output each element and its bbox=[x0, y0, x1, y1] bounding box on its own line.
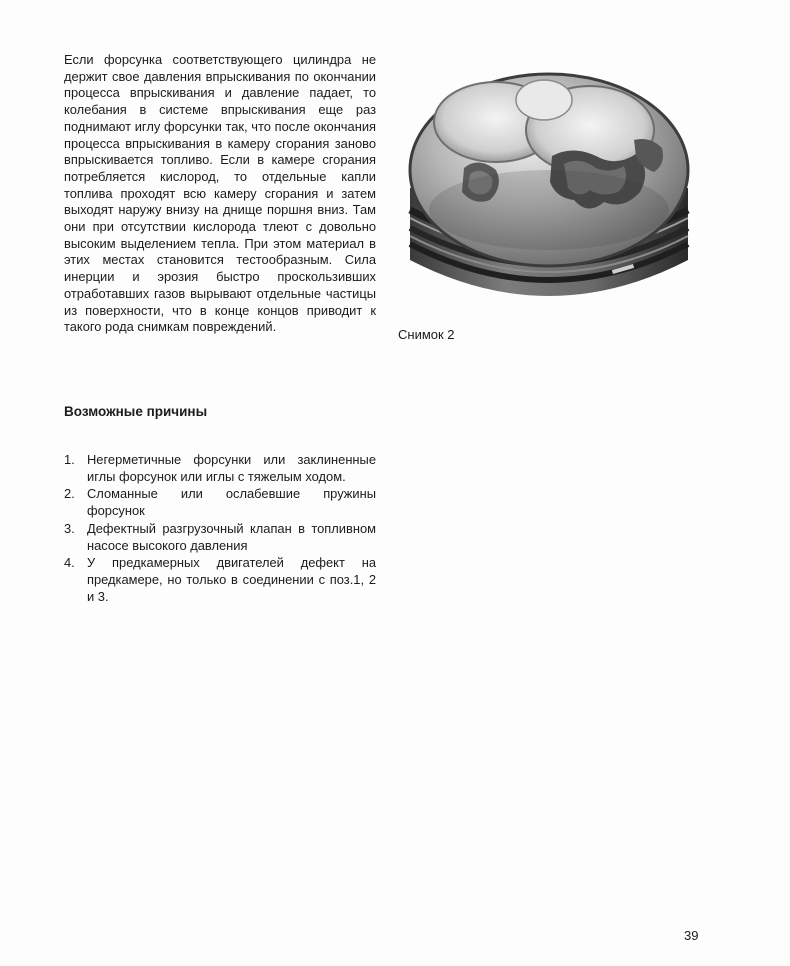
list-item bbox=[64, 521, 376, 554]
list-item-text: Негерметичные форсунки или заклиненные иглы форсунок или иглы с тяжелым ходом. bbox=[87, 452, 376, 484]
body-paragraph: Если форсунка соответствующего цилиндра не держит свое давления впрыскивания по окончании процесса впрыскивания и давление падает, то колебания в системе впрыскивания еще раз поднимают иглу форсунки так, что после окончания процесса впрыскивания в камеру сгорания заново впрыскивается топливо. Если в камере сгорания потребляется кислород, то отдельные капли топлива проходят всю камеру сгорания и затем выходят наружу внизу на днище поршня вниз. Там они при отсутствии кислорода тлеют с довольно высоким выделением тепла. При этом материал в этих местах становится тестообразным. Сила инерции и эрозия быстро проскользивших отработавших газов вырывают отдельные частицы из поверхности, что в конце концов приводит к такого рода снимкам повреждений. bbox=[64, 52, 376, 335]
list-item bbox=[64, 486, 376, 519]
list-item-number: 2. bbox=[64, 486, 75, 502]
list-item-text: Дефектный разгрузочный клапан в топливном насосе высокого давления bbox=[87, 520, 376, 553]
list-item-number: 4. bbox=[64, 555, 75, 571]
list-item bbox=[64, 452, 376, 485]
list-item-text: У предкамерных двигателей дефект на предкамере, но только в соединении с поз.1, 2 и 3. bbox=[87, 555, 376, 604]
list-item-text: Сломанные или ослабевшие пружины форсунок bbox=[87, 486, 376, 519]
page-number: 39 bbox=[684, 928, 699, 943]
causes-list bbox=[64, 452, 376, 606]
list-item-number: 3. bbox=[64, 520, 75, 536]
damaged-piston-photo bbox=[404, 60, 694, 318]
list-item-number: 1. bbox=[64, 452, 75, 467]
list-item bbox=[64, 555, 376, 605]
section-heading: Возможные причины bbox=[64, 404, 208, 419]
photo-caption: Снимок 2 bbox=[398, 327, 455, 342]
